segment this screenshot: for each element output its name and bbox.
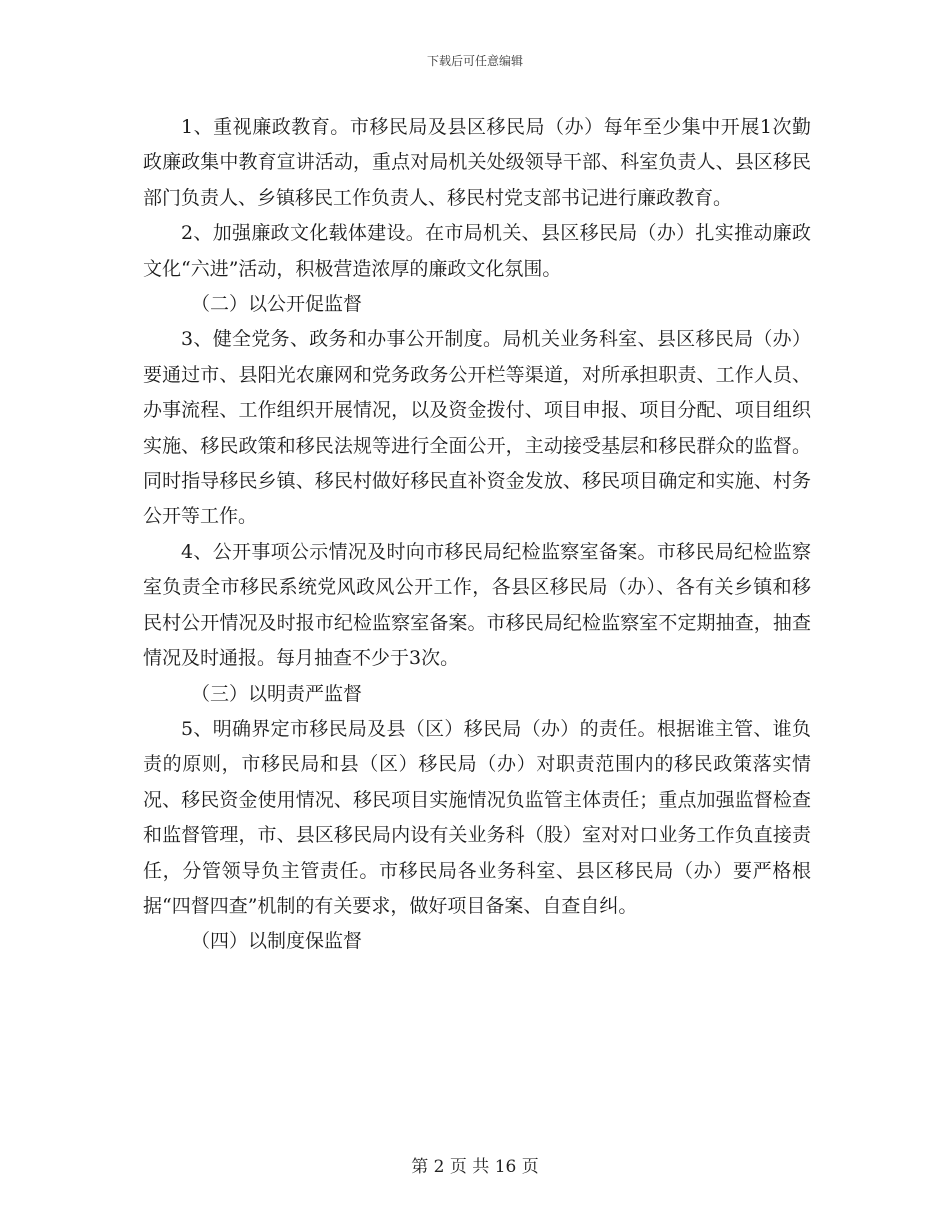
document-body <box>143 110 811 960</box>
page-number-footer: 第 2 页 共 16 页 <box>411 1157 539 1177</box>
paragraph-5: 5、明确界定市移民局及县（区）移民局（办）的责任。根据谁主管、谁负责的原则，市移民局和县（区）移民局（办）对职责范围内的移民政策落实情况、移民资金使用情况、移民项目实施情况负监管主体责任；重点加强监督检查和监督管理，市、县区移民局内设有关业务科（股）室对对口业务工作负直接责任，分管领导负主管责任。市移民局各业务科室、县区移民局（办）要严格根据“四督四查”机制的有关要求，做好项目备案、自查自纠。 <box>143 717 811 917</box>
paragraph-2: 2、加强廉政文化载体建设。在市局机关、县区移民局（办）扎实推动廉政文化“六进”活动，积极营造浓厚的廉政文化氛围。 <box>143 222 811 280</box>
page-header-note: 下载后可任意编辑 <box>426 54 523 68</box>
paragraph-1: 1、重视廉政教育。市移民局及县区移民局（办）每年至少集中开展1次勤政廉政集中教育宣讲活动，重点对局机关处级领导干部、科室负责人、县区移民部门负责人、乡镇移民工作负责人、移民村党支部书记进行廉政教育。 <box>143 116 811 209</box>
paragraph-4: 4、公开事项公示情况及时向市移民局纪检监察室备案。市移民局纪检监察室负责全市移民系统党风政风公开工作，各县区移民局（办）、各有关乡镇和移民村公开情况及时报市纪检监察室备案。市移民局纪检监察室不定期抽查，抽查情况及时通报。每月抽查不少于3次。 <box>143 540 811 670</box>
section-heading-2: （二）以公开促监督 <box>191 293 363 316</box>
section-heading-4: （四）以制度保监督 <box>191 930 363 953</box>
paragraph-3: 3、健全党务、政务和办事公开制度。局机关业务科室、县区移民局（办）要通过市、县阳光农廉网和党务政务公开栏等渠道，对所承担职责、工作人员、办事流程、工作组织开展情况，以及资金拨付、项目申报、项目分配、项目组织实施、移民政策和移民法规等进行全面公开，主动接受基层和移民群众的监督。同时指导移民乡镇、移民村做好移民直补资金发放、移民项目确定和实施、村务公开等工作。 <box>143 328 811 528</box>
section-heading-3: （三）以明责严监督 <box>191 682 363 705</box>
